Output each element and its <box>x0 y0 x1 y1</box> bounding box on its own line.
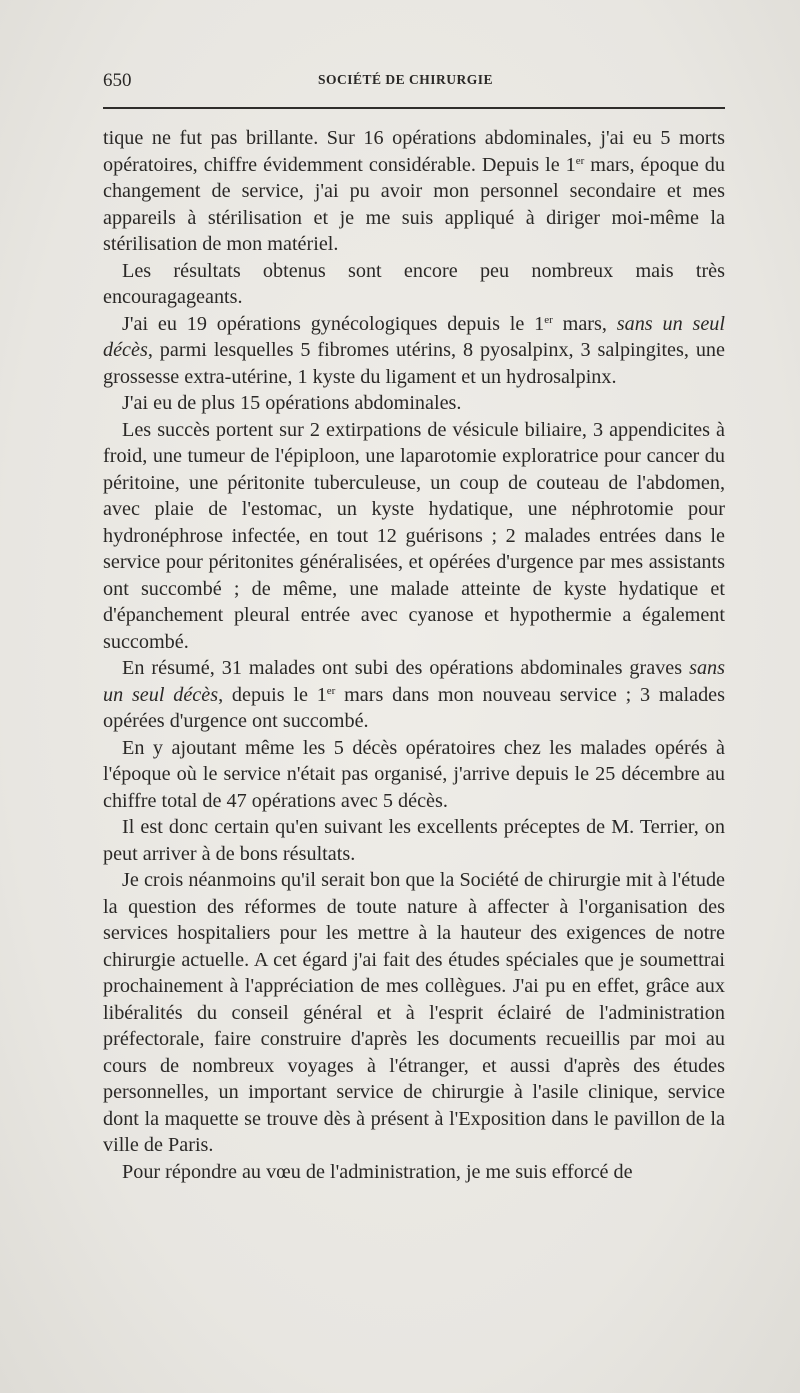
running-title: SOCIÉTÉ DE CHIRURGIE <box>318 72 494 87</box>
paragraph-9: Je crois néanmoins qu'il serait bon que la Société de chirurgie mit à l'étude la question des réformes de toute nature à affecter à l'organisation des services hospitaliers pour les mettre à la hauteur des exigences de notre chirurgie actuelle. A cet égard j'ai fait des études spéciales que je soumettrai prochainement à l'appréciation de mes collègues. J'ai pu en effet, grâce aux libéralités du conseil général et à l'esprit éclairé de l'administration préfectorale, faire construire d'après les documents recueillis par moi au cours de nombreux voyages à l'étranger, et aussi d'après des études personnelles, un important service de chirurgie à l'asile clinique, service dont la maquette se trouve dès à présent à l'Exposition dans le pavillon de la ville de Paris. <box>103 869 725 1156</box>
page-number: 650 <box>103 70 132 91</box>
paragraph-10: Pour répondre au vœu de l'administration, je me suis efforcé de <box>122 1160 633 1183</box>
paragraph-3: J'ai eu 19 opérations gynécologiques depuis le 1er mars, sans un seul décès, parmi lesquelles 5 fibromes utérins, 8 pyosalpinx, 3 salpingites, une grossesse extra-utérine, 1 kyste du ligament et un hydrosalpinx. <box>103 312 726 388</box>
page-header <box>103 70 725 94</box>
paragraph-6: En résumé, 31 malades ont subi des opérations abdominales graves sans un seul décès, depuis le 1er mars dans mon nouveau service ; 3 malades opérées d'urgence ont succombé. <box>103 657 725 732</box>
header-rule <box>103 107 725 109</box>
body-text <box>103 125 725 1185</box>
paragraph-4: J'ai eu de plus 15 opérations abdominales. <box>122 392 462 414</box>
paragraph-5: Les succès portent sur 2 extirpations de vésicule biliaire, 3 appendicites à froid, une tumeur de l'épiploon, une laparotomie exploratrice pour cancer du péritoine, une péritonite tuberculeuse, un coup de couteau de l'abdomen, avec plaie de l'estomac, un kyste hydatique, une néphrotomie pour hydronéphrose infectée, en tout 12 guérisons ; 2 malades entrées dans le service pour péritonites généralisées, et opérées d'urgence par mes assistants ont succombé ; de même, une malade atteinte de kyste hydatique et d'épanchement pleural entrée avec cyanose et hypothermie a également succombé. <box>103 418 725 653</box>
paragraph-2: Les résultats obtenus sont encore peu nombreux mais très encouragageants. <box>103 259 725 308</box>
paragraph-1: tique ne fut pas brillante. Sur 16 opérations abdominales, j'ai eu 5 morts opératoires, chiffre évidemment considérable. Depuis le 1er mars, époque du changement de service, j'ai pu avoir mon personnel secondaire et mes appareils à stérilisation et je me suis appliqué à diriger moi-même la stérilisation de mon matériel. <box>103 127 725 255</box>
paragraph-8: Il est donc certain qu'en suivant les excellents préceptes de M. Terrier, on peut arriver à de bons résultats. <box>103 816 725 865</box>
paragraph-7: En y ajoutant même les 5 décès opératoires chez les malades opérés à l'époque où le service n'était pas organisé, j'arrive depuis le 25 décembre au chiffre total de 47 opérations avec 5 décès. <box>103 736 725 812</box>
